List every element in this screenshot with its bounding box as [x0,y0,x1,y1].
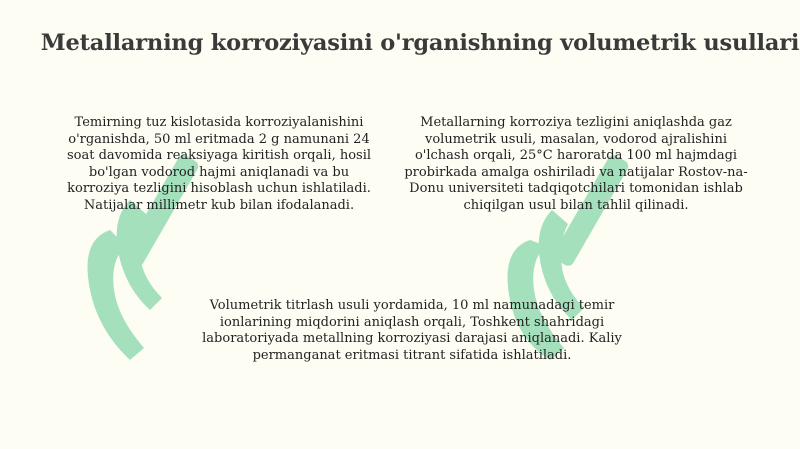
paragraph-volumetric-titration: Volumetrik titrlash usuli yordamida, 10 ml namunadagi temir ionlarining miqdorini aniqlash orqali, Toshkent shahridagi laboratoriyada metallning korroziyasi darajasi aniqlanadi. Kaliy permanganat eritmasi titrant sifatida ishlatiladi. [202,298,622,363]
paragraph-hydrochloric-corrosion: Temirning tuz kislotasida korroziyalanishini o'rganishda, 50 ml eritmada 2 g namunani 24 soat davomida reaksiyaga kiritish orqali, hosil bo'lgan vodorod hajmi aniqlanadi va bu korroziya tezligini hisoblash uchun ishlatiladi. Natijalar millimetr kub bilan ifodalanadi. [66,115,372,213]
paragraph-gas-volumetric: Metallarning korroziya tezligini aniqlashda gaz volumetrik usuli, masalan, vodorod ajralishini o'lchash orqali, 25°C haroratda 100 ml hajmdagi probirkada amalga oshiriladi va natijalar Rostov-na-Donu universiteti tadqiqotchilari tomonidan ishlab chiqilgan usul bilan tahlil qilinadi. [404,115,748,213]
page-title: Metallarning korroziyasini o'rganishning volumetrik usullari [40,30,800,56]
